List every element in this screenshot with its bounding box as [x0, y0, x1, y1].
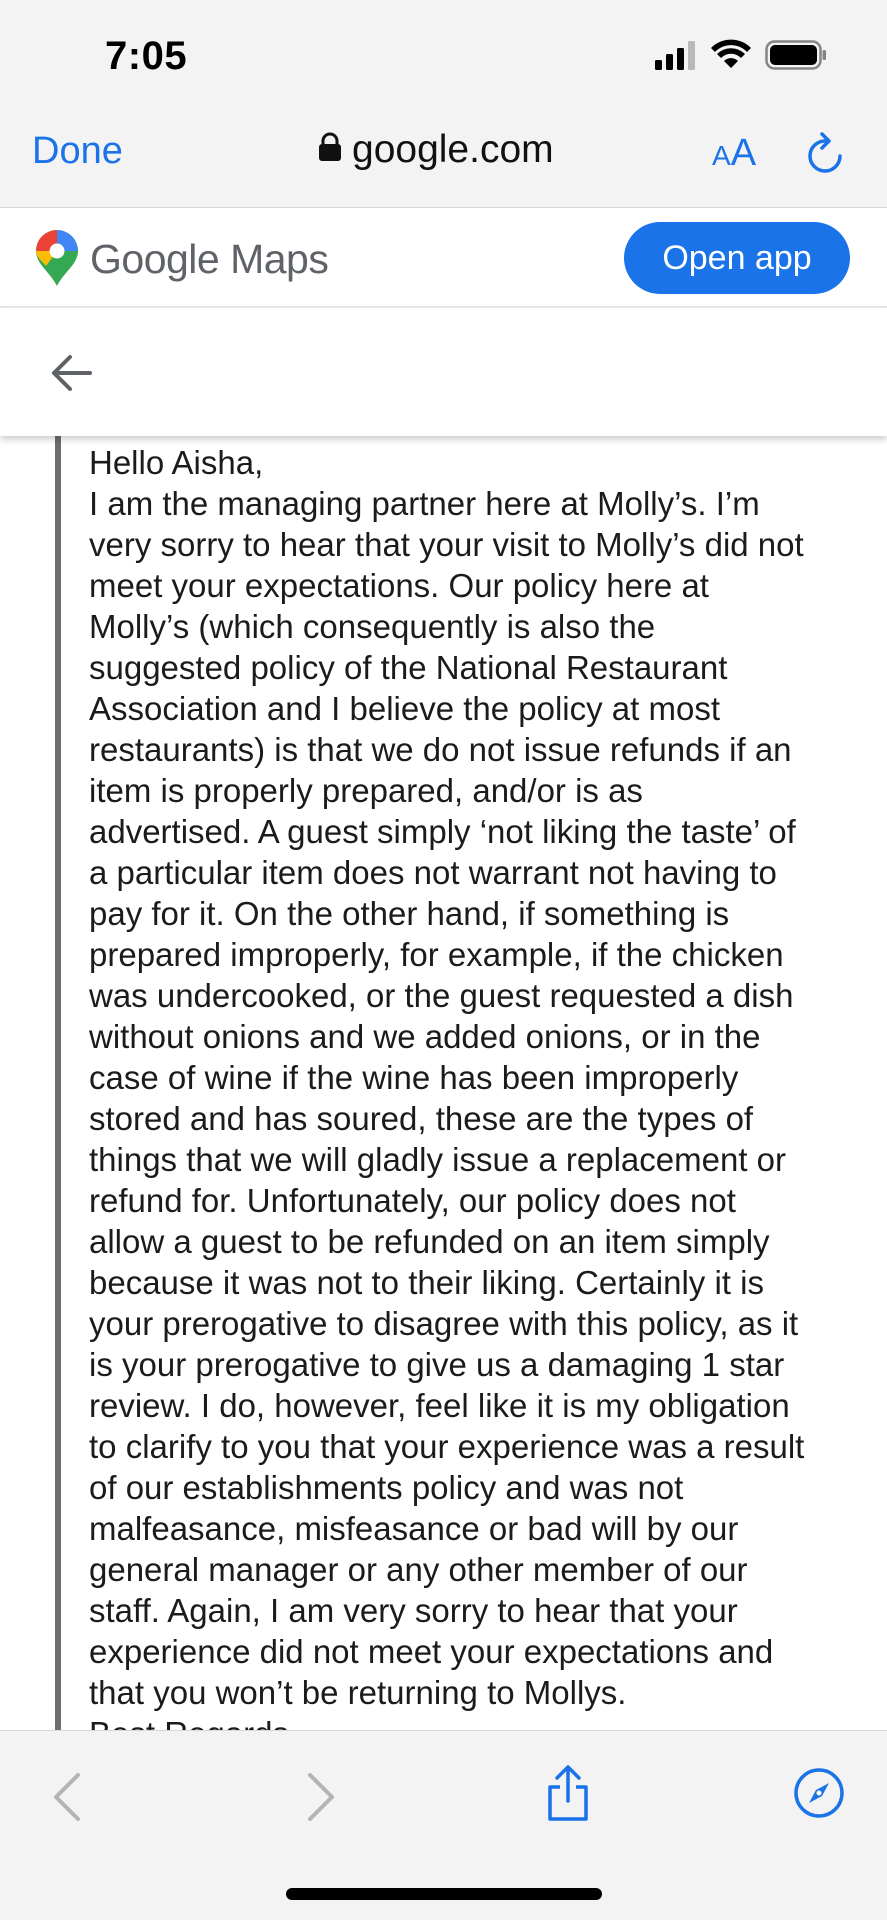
cellular-signal-icon	[655, 40, 697, 75]
open-app-button[interactable]: Open app	[624, 222, 850, 294]
owner-response-text	[89, 442, 849, 1754]
forward-chevron-icon[interactable]	[304, 1771, 338, 1828]
response-line: pay for it. On the other hand, if something is	[89, 895, 730, 932]
text-size-button[interactable]	[712, 132, 756, 175]
status-bar	[0, 0, 887, 110]
response-line: was undercooked, or the guest requested a dish	[89, 977, 794, 1014]
status-time: 7:05	[105, 34, 188, 78]
response-line: that you won’t be returning to Mollys.	[89, 1674, 627, 1711]
status-icons	[655, 40, 827, 74]
url-display[interactable]	[318, 128, 554, 172]
google-maps-logo: Google Maps	[90, 236, 329, 282]
response-line: case of wine if the wine has been improperly	[89, 1059, 739, 1096]
response-line: staff. Again, I am very sorry to hear that your	[89, 1592, 738, 1629]
response-line: item is properly prepared, and/or is as	[89, 772, 643, 809]
back-chevron-icon[interactable]	[50, 1771, 84, 1828]
response-line: allow a guest to be refunded on an item simply	[89, 1223, 770, 1260]
url-text: google.com	[352, 128, 554, 171]
response-quote-bar	[55, 436, 61, 1730]
response-line: your prerogative to disagree with this policy, as it	[89, 1305, 799, 1342]
response-line: of our establishments policy and was not	[89, 1469, 684, 1506]
response-line: advertised. A guest simply ‘not liking the taste’ of	[89, 813, 796, 850]
response-line: because it was not to their liking. Certainly it is	[89, 1264, 764, 1301]
wifi-icon	[711, 40, 751, 75]
response-line: experience did not meet your expectations and	[89, 1633, 774, 1670]
response-line: refund for. Unfortunately, our policy does not	[89, 1182, 736, 1219]
response-line: review. I do, however, feel like it is my obligation	[89, 1387, 790, 1424]
back-arrow-icon[interactable]	[48, 352, 94, 399]
response-line: Hello Aisha,	[89, 444, 264, 481]
reload-icon[interactable]	[804, 130, 848, 183]
response-line: is your prerogative to give us a damaging 1 star	[89, 1346, 785, 1383]
response-line: to clarify to you that your experience was a result	[89, 1428, 805, 1465]
done-button[interactable]: Done	[32, 130, 123, 172]
text-size-large-a: A	[730, 132, 757, 174]
maps-header	[0, 208, 887, 308]
response-line: meet your expectations. Our policy here at	[89, 567, 709, 604]
response-line: prepared improperly, for example, if the chicken	[89, 936, 784, 973]
lock-icon	[318, 128, 342, 172]
browser-bar	[0, 110, 887, 208]
response-line: general manager or any other member of our	[89, 1551, 748, 1588]
compass-icon[interactable]	[793, 1767, 845, 1824]
response-line: things that we will gladly issue a replacement or	[89, 1141, 787, 1178]
response-line: I am the managing partner here at Molly’s. I’m	[89, 485, 760, 522]
response-line: Molly’s (which consequently is also the	[89, 608, 656, 645]
response-line: stored and has soured, these are the types of	[89, 1100, 754, 1137]
response-line: restaurants) is that we do not issue refunds if an	[89, 731, 792, 768]
response-line: without onions and we added onions, or in the	[89, 1018, 761, 1055]
response-line: malfeasance, misfeasance or bad will by our	[89, 1510, 739, 1547]
response-line: a particular item does not warrant not having to	[89, 854, 777, 891]
google-maps-pin-icon	[36, 230, 78, 291]
review-nav-row	[0, 310, 887, 436]
response-line: suggested policy of the National Restaurant	[89, 649, 728, 686]
home-indicator[interactable]	[286, 1888, 602, 1900]
response-line: Association and I believe the policy at most	[89, 690, 721, 727]
battery-icon	[765, 40, 827, 75]
owner-response	[0, 436, 887, 1730]
text-size-small-a: A	[712, 140, 731, 171]
share-icon[interactable]	[544, 1763, 592, 1828]
response-line: very sorry to hear that your visit to Molly’s did not	[89, 526, 804, 563]
